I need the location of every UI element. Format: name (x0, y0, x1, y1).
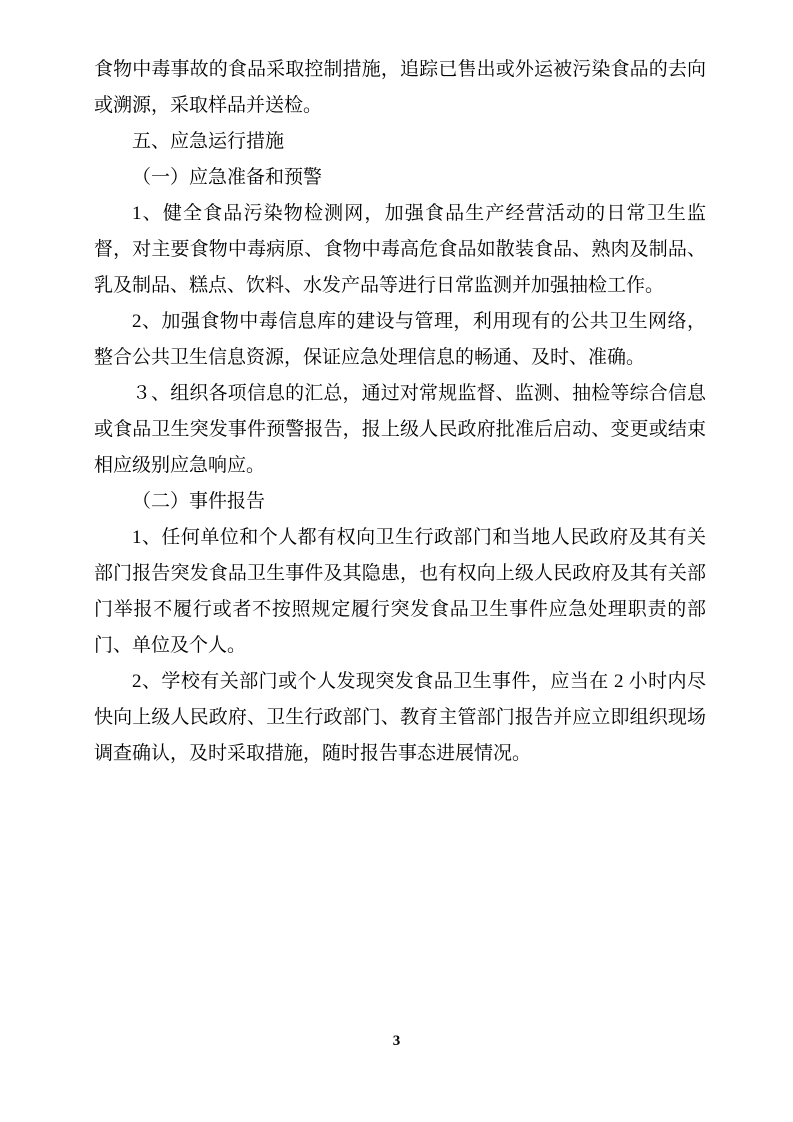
page-body (94, 52, 706, 772)
paragraph-report-item-1: 1、任何单位和个人都有权向卫生行政部门和当地人民政府及其有关部门报告突发食品卫生事件及其隐患，也有权向上级人民政府及其有关部门举报不履行或者不按照规定履行突发食品卫生事件应急处理职责的部门、单位及个人。 (94, 527, 706, 656)
paragraph-report-item-2: 2、学校有关部门或个人发现突发食品卫生事件，应当在 2 小时内尽快向上级人民政府、卫生行政部门、教育主管部门报告并应立即组织现场调查确认，及时采取措施，随时报告事态进展情况。 (94, 671, 706, 764)
heading-subsection-1: （一）应急准备和预警 (132, 167, 323, 188)
paragraph-item-1: 1、健全食品污染物检测网，加强食品生产经营活动的日常卫生监督，对主要食物中毒病原、食物中毒高危食品如散装食品、熟肉及制品、乳及制品、糕点、饮料、水发产品等进行日常监测并加强抽检工作。 (94, 203, 706, 296)
paragraph-continuation: 食物中毒事故的食品采取控制措施，追踪已售出或外运被污染食品的去向或溯源，采取样品并送检。 (94, 59, 706, 116)
heading-subsection-2: （二）事件报告 (132, 491, 266, 512)
paragraph-item-2: 2、加强食物中毒信息库的建设与管理，利用现有的公共卫生网络，整合公共卫生信息资源，保证应急处理信息的畅通、及时、准确。 (94, 311, 706, 368)
page-number: 3 (392, 1033, 401, 1049)
heading-section-5: 五、应急运行措施 (132, 131, 285, 152)
paragraph-item-3: ３、组织各项信息的汇总，通过对常规监督、监测、抽检等综合信息或食品卫生突发事件预警报告，报上级人民政府批准后启动、变更或结束相应级别应急响应。 (94, 383, 706, 476)
